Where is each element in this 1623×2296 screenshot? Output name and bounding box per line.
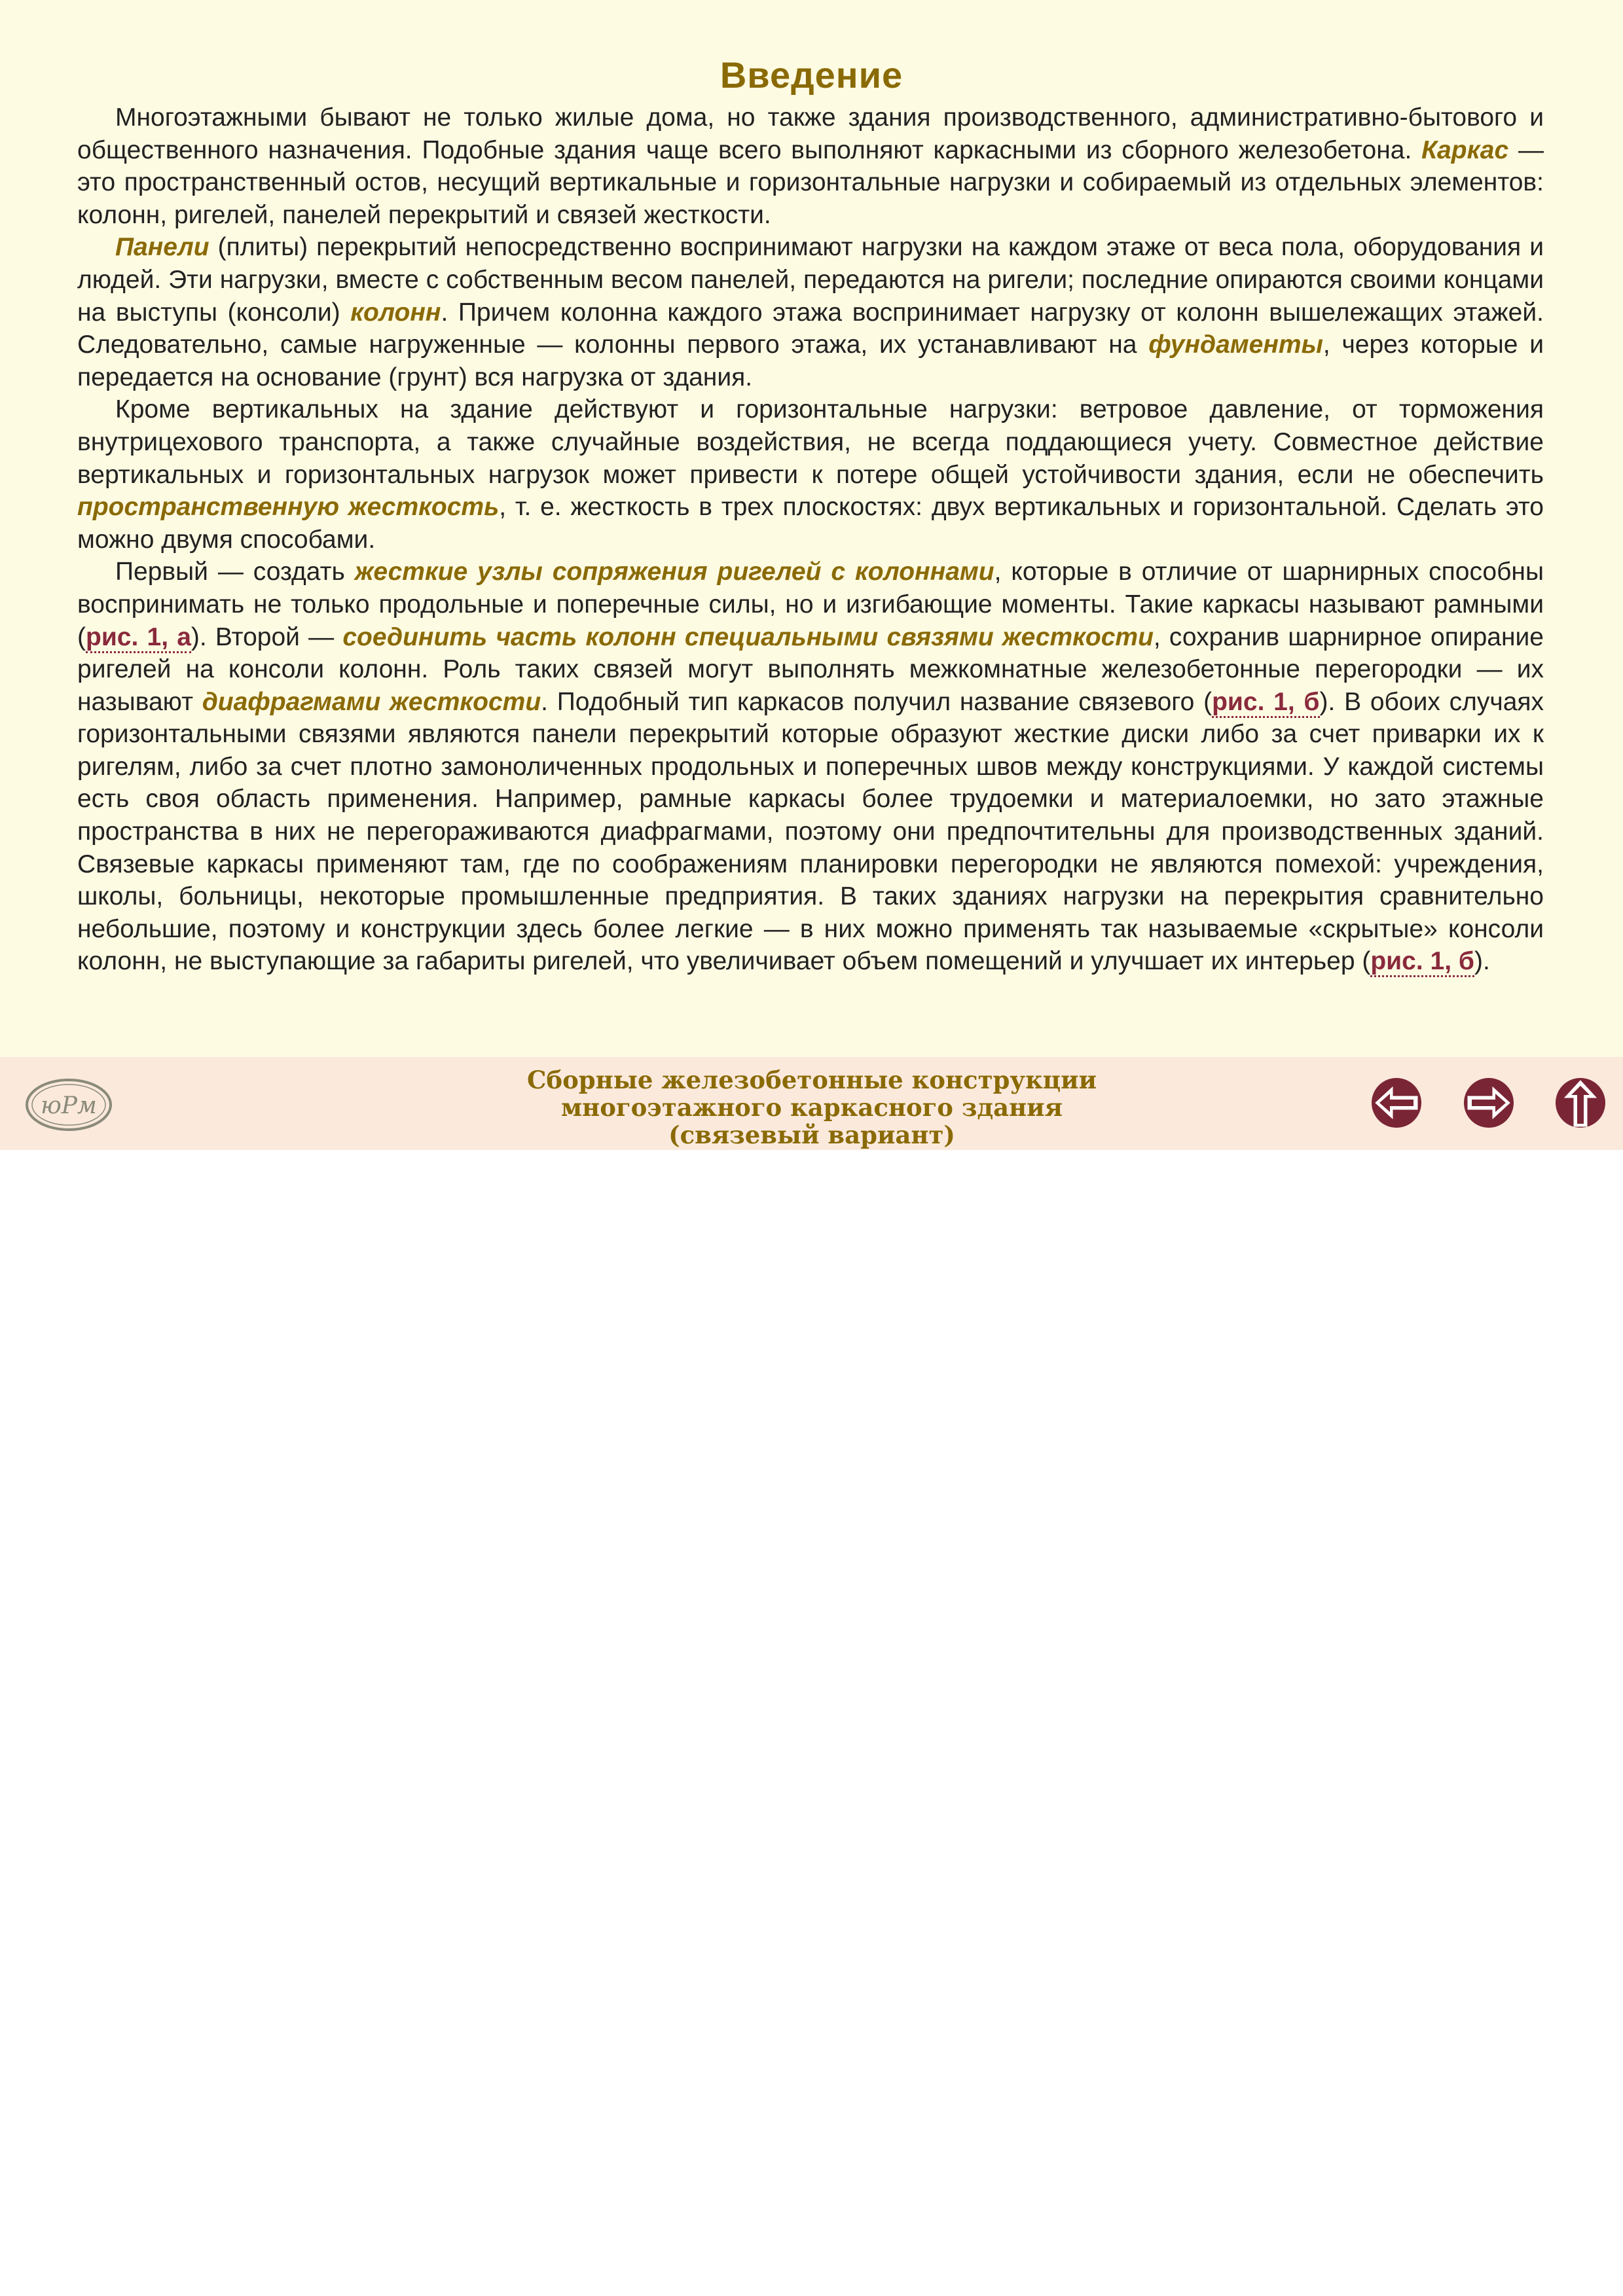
term-panels: Панели xyxy=(115,233,210,262)
text-span: , сохранив шарнирное опирание ригелей на консоли колонн. Роль таких связей могут выполнять межкомнатные железобетонные перегородки — их называют xyxy=(77,622,1544,716)
text-span: ). В обоих случаях горизонтальными связями являются панели перекрытий которые образуют жесткие диски либо за счет приварки их к ригелям, либо за счет плотно замоноличенных продольных и поперечных швов между конструкциями. У каждой системы есть своя область применения. Например, рамные каркасы более трудоемки и материалоемки, но зато этажные пространства в них не перегораживаются диафрагмами, поэтому они предпочтительны для производственных зданий. Связевые каркасы применяют там, где по соображениям планировки перегородки не являются помехой: учреждения, школы, больницы, некоторые промышленные предприятия. В таких зданиях нагрузки на перекрытия сравнительно небольшие, поэтому и конструкции здесь более легкие — в них можно применять так называемые «скрытые» консоли колонн, не выступающие за габариты ригелей, что увеличивает объем помещений и улучшает их интерьер ( xyxy=(77,687,1544,976)
text-span: Многоэтажными бывают не только жилые дома, но также здания производственного, административно-бытового и общественного назначения. Подобные здания чаще всего выполняют каркасными из сборного железобетона. xyxy=(77,103,1544,164)
text-span: . Подобный тип каркасов получил название связевого ( xyxy=(541,687,1213,716)
term-frame: Каркас xyxy=(1421,135,1509,164)
text-span: — это пространственный остов, несущий вертикальные и горизонтальные нагрузки и собираемый из отдельных элементов: колонн, ригелей, панелей перекрытий и связей жесткости. xyxy=(77,135,1544,229)
footer-title-line-1: Сборные железобетонные конструкции xyxy=(526,1066,1097,1094)
publisher-logo-icon xyxy=(24,1077,114,1133)
text-span: Кроме вертикальных на здание действуют и горизонтальные нагрузки: ветровое давление, от торможения внутрицехового транспорта, а также случайные воздействия, не всегда поддающиеся учету. Совместное действие вертикальных и горизонтальных нагрузок может привести к потере общей устойчивости здания, если не обеспечить xyxy=(77,395,1544,489)
footer-title-line-2: многоэтажного каркасного здания xyxy=(561,1093,1063,1122)
footer-title-line-3: (связевый вариант) xyxy=(668,1121,955,1149)
next-page-button[interactable] xyxy=(1463,1077,1515,1129)
paragraph-3 xyxy=(77,393,1544,556)
term-foundations: фундаменты xyxy=(1148,331,1323,359)
figure-link-1a[interactable]: рис. 1, а xyxy=(86,623,191,653)
term-diaphragms: диафрагмами жесткости xyxy=(202,687,541,716)
paragraph-1 xyxy=(77,101,1544,231)
prev-page-button[interactable] xyxy=(1370,1077,1423,1129)
page-panel xyxy=(0,0,1623,1057)
text-span: . Причем колонна каждого этажа воспринимает нагрузку от колонн вышележащих этажей. Следовательно, самые нагруженные — колонны первого этажа, их устанавливают на xyxy=(77,298,1544,359)
term-bracing: соединить часть колонн специальными связями жесткости xyxy=(342,622,1154,651)
text-span: , которые в отличие от шарнирных способны воспринимать не только продольные и поперечные силы, но и изгибающие моменты. Такие каркасы называют рамными ( xyxy=(77,558,1544,651)
text-span: Первый — создать xyxy=(115,558,355,586)
footer-title xyxy=(354,1066,1270,1149)
text-span: (плиты) перекрытий непосредственно воспринимают нагрузки на каждом этаже от веса пола, оборудования и людей. Эти нагрузки, вместе с собственным весом панелей, передаются на ригели; последние опираются своими концами на выступы (консоли) xyxy=(77,233,1544,327)
paragraph-4 xyxy=(77,556,1544,978)
text-span: ). xyxy=(1474,947,1490,976)
term-columns: колонн xyxy=(350,298,441,327)
page-title: Введение xyxy=(720,54,903,96)
footer-bar xyxy=(0,1057,1623,1150)
figure-link-1b-second[interactable]: рис. 1, б xyxy=(1370,947,1474,977)
figure-link-1b[interactable]: рис. 1, б xyxy=(1212,688,1319,718)
paragraph-2 xyxy=(77,231,1544,393)
text-span: , т. е. жесткость в трех плоскостях: двух вертикальных и горизонтальной. Сделать это можно двумя способами. xyxy=(77,493,1544,554)
up-button[interactable] xyxy=(1554,1077,1607,1129)
text-span: ). Второй — xyxy=(191,622,343,651)
body-text xyxy=(77,101,1544,978)
logo-text: юРм xyxy=(41,1092,97,1119)
text-span: , через которые и передается на основание (грунт) вся нагрузка от здания. xyxy=(77,331,1544,391)
term-spatial-rigidity: пространственную жесткость xyxy=(77,493,500,522)
term-rigid-joints: жесткие узлы сопряжения ригелей с колоннами xyxy=(354,558,994,586)
